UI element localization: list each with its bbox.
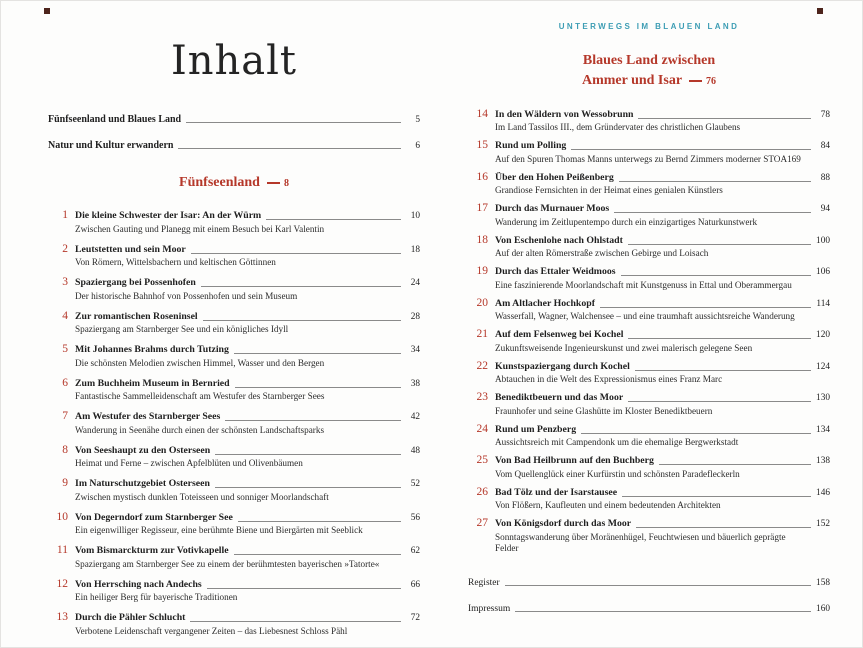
entry-page-number: 120: [816, 330, 830, 341]
leader-line: [190, 621, 401, 622]
toc-entry: [48, 410, 420, 436]
entry-subtitle: Zwischen mystisch dunklen Toteisseen und sonniger Moorlandschaft: [75, 491, 329, 502]
leader-line: [186, 122, 401, 123]
toc-entry-head: [468, 423, 830, 436]
toc-item-label: Fünfseenland und Blaues Land: [48, 114, 182, 125]
entry-title: Über den Hohen Peißenberg: [495, 171, 614, 183]
entry-subtitle: Vom Quellenglück einer Kurfürstin und schönsten Paradefleckerln: [495, 468, 740, 479]
leader-line: [207, 588, 401, 589]
toc-entry-head: [468, 391, 830, 404]
toc-entry: [468, 139, 830, 165]
toc-item-label: Register: [468, 577, 500, 588]
toc-entry: [468, 454, 830, 480]
leader-line: [203, 320, 401, 321]
entry-subtitle: Der historische Bahnhof von Possenhofen und sein Museum: [75, 290, 298, 301]
page-right: [468, 14, 830, 630]
toc-entry: [48, 243, 420, 269]
entry-title: Bad Tölz und der Isarstausee: [495, 486, 618, 498]
toc-entry: [468, 108, 830, 134]
entry-page-number: 130: [816, 393, 830, 404]
leader-line: [619, 181, 811, 182]
entry-title: Die kleine Schwester der Isar: An der Würm: [75, 210, 262, 222]
toc-entry-head: [48, 243, 420, 256]
entry-subtitle: Zwischen Gauting und Planegg mit einem Besuch bei Karl Valentin: [75, 223, 325, 234]
toc-entry-head: [468, 486, 830, 499]
entry-number: 14: [476, 107, 488, 120]
toc-entry: [48, 578, 420, 604]
front-toc-list: [48, 114, 420, 151]
entry-number: 26: [476, 485, 488, 498]
toc-entry-head: [468, 234, 830, 247]
toc-entry: [48, 444, 420, 470]
page-title: Inhalt: [170, 38, 298, 84]
leader-line: [628, 244, 811, 245]
entry-number: 12: [56, 577, 68, 590]
entry-page-number: 42: [410, 412, 420, 423]
leader-line: [659, 464, 811, 465]
entry-title: Kunstspaziergang durch Kochel: [495, 360, 630, 372]
toc-entry: [468, 391, 830, 417]
toc-entry-head: [48, 544, 420, 557]
leader-line: [201, 286, 401, 287]
entry-subtitle: Auf den Spuren Thomas Manns unterwegs zu Bernd Zimmers moderner STOA169: [495, 153, 801, 164]
toc-item-page-number: 5: [415, 115, 420, 125]
entry-page-number: 10: [410, 211, 420, 222]
entry-title: Von Königsdorf durch das Moor: [495, 518, 632, 530]
entry-subtitle: Heimat und Ferne – zwischen Apfelblüten und Olivenbäumen: [75, 458, 303, 469]
entry-subtitle: Ein eigenwilliger Regisseur, eine berühmte Biene und Biergärten mit Seeblick: [75, 525, 363, 536]
leader-line: [600, 307, 811, 308]
entry-title: Benediktbeuern und das Moor: [495, 392, 624, 404]
leader-line: [238, 521, 401, 522]
entry-title: Am Westufer des Starnberger Sees: [75, 411, 221, 423]
entry-title: Rund um Polling: [495, 140, 567, 152]
leader-line: [191, 253, 401, 254]
entry-page-number: 66: [410, 579, 420, 590]
entry-page-number: 88: [820, 172, 830, 183]
leader-line: [635, 370, 811, 371]
entry-page-number: 38: [410, 378, 420, 389]
toc-entry: [468, 234, 830, 260]
entry-number: 25: [476, 454, 488, 467]
back-matter-list: [468, 578, 830, 614]
toc-item-label: Natur und Kultur erwandern: [48, 140, 174, 151]
leader-line: [235, 387, 401, 388]
leader-line: [621, 275, 811, 276]
entry-title: Im Naturschutzgebiet Osterseen: [75, 478, 210, 490]
toc-entry-head: [48, 477, 420, 490]
entry-number: 4: [62, 309, 68, 322]
toc-entry: [468, 202, 830, 228]
entry-page-number: 48: [410, 445, 420, 456]
toc-entry-head: [48, 343, 420, 356]
entry-page-number: 94: [820, 204, 830, 215]
toc-entry-head: [48, 276, 420, 289]
entry-subtitle: Wanderung in Seenähe durch einen der schönsten Landschaftsparks: [75, 424, 325, 435]
toc-entry-head: [48, 511, 420, 524]
leader-line: [638, 118, 811, 119]
toc-entry-head: [48, 410, 420, 423]
entry-number: 21: [476, 328, 488, 341]
entry-subtitle: Wasserfall, Wagner, Walchensee – und eine traumhaft aussichtsreiche Wanderung: [495, 311, 795, 322]
entry-subtitle: Abtauchen in die Welt des Expressionismus eines Franz Marc: [495, 374, 723, 385]
entry-page-number: 84: [820, 141, 830, 152]
toc-entry-head: [468, 265, 830, 278]
entry-number: 7: [62, 410, 68, 423]
toc-entry-head: [468, 454, 830, 467]
section-page-number: 76: [706, 76, 717, 88]
entry-number: 6: [62, 376, 68, 389]
leader-line: [581, 433, 811, 434]
toc-entry: [48, 343, 420, 369]
entry-page-number: 62: [410, 546, 420, 557]
entry-title: Von Eschenlohe nach Ohlstadt: [495, 234, 623, 246]
entry-page-number: 72: [410, 613, 420, 624]
toc-entry: [48, 511, 420, 537]
toc-entry: [48, 477, 420, 503]
entry-subtitle: Eine faszinierende Moorlandschaft mit Kunstgenuss in Ettal und Oberammergau: [495, 279, 792, 290]
entry-number: 11: [56, 544, 68, 557]
entry-subtitle: Spaziergang am Starnberger See zu einem der berühmtesten bayerischen »Tatorte«: [75, 558, 380, 569]
entry-page-number: 52: [410, 479, 420, 490]
toc-entry-head: [468, 328, 830, 341]
entry-page-number: 138: [816, 456, 830, 467]
entry-number: 15: [476, 139, 488, 152]
entry-title: Vom Bismarckturm zur Votivkapelle: [75, 545, 229, 557]
toc-item: [48, 140, 420, 151]
entry-subtitle: Aussichtsreich mit Campendonk um die ehemalige Bergwerkstadt: [495, 437, 739, 448]
entry-number: 24: [476, 422, 488, 435]
entry-subtitle: Zukunftsweisende Ingenieurskunst und zwei malerisch gelegene Seen: [495, 342, 753, 353]
entry-title: Von Seeshaupt zu den Osterseen: [75, 444, 211, 456]
entry-title: Am Altlacher Hochkopf: [495, 297, 595, 309]
toc-entry-head: [48, 209, 420, 222]
entry-title: Durch das Murnauer Moos: [495, 203, 610, 215]
entry-title: Zur romantischen Roseninsel: [75, 310, 198, 322]
entry-subtitle: Fantastische Sammelleidenschaft am Westufer des Starnberger Sees: [75, 391, 325, 402]
toc-entry-head: [468, 202, 830, 215]
entry-subtitle: Grandiose Fernsichten in der Heimat eines genialen Künstlers: [495, 185, 723, 196]
section-title: Fünfseenland: [179, 175, 260, 190]
section-heading-fuenfseenland: [48, 173, 420, 193]
toc-entry-head: [48, 444, 420, 457]
entry-title: Von Bad Heilbrunn auf den Buchberg: [495, 455, 654, 467]
leader-line: [505, 585, 811, 586]
entry-subtitle: Wanderung im Zeitlupentempo durch ein einzigartiges Naturkunstwerk: [495, 216, 758, 227]
entry-subtitle: Von Flößern, Kaufleuten und einem bedeutenden Architekten: [495, 500, 721, 511]
entry-title: Leutstetten und sein Moor: [75, 243, 186, 255]
leader-line: [628, 401, 811, 402]
toc-entry: [48, 544, 420, 570]
toc-entry-head: [468, 108, 830, 121]
entry-page-number: 134: [816, 424, 830, 435]
leader-line: [215, 487, 401, 488]
entry-page-number: 114: [816, 298, 830, 309]
section-title-line2: Ammer und Isar: [581, 73, 683, 89]
leader-line: [178, 148, 401, 149]
entry-title: Von Herrsching nach Andechs: [75, 578, 202, 590]
entry-subtitle: Verbotene Leidenschaft vergangener Zeiten – das Liebesnest Schloss Pähl: [75, 625, 348, 636]
toc-entry: [48, 377, 420, 403]
entry-number: 19: [476, 265, 488, 278]
page-left: [48, 14, 420, 645]
toc-entry-head: [48, 377, 420, 390]
toc-item-page-number: 160: [816, 603, 830, 614]
toc-entry: [468, 265, 830, 291]
entry-subtitle: Sonntagswanderung über Moränenhügel, Feuchtwiesen und bäuerlich geprägte Felder: [495, 531, 786, 553]
entry-number: 20: [476, 296, 488, 309]
section-title-line1: Blaues Land zwischen: [582, 53, 716, 68]
entry-number: 22: [476, 359, 488, 372]
leader-line: [614, 212, 811, 213]
section-page-number: 8: [283, 178, 289, 189]
leader-line: [225, 420, 401, 421]
leader-line: [234, 353, 401, 354]
toc-entry-head: [48, 578, 420, 591]
entry-number: 13: [56, 611, 68, 624]
toc-entry: [468, 486, 830, 512]
entry-subtitle: Ein heiliger Berg für bayerische Traditionen: [75, 592, 238, 603]
toc-entry-head: [468, 360, 830, 373]
leader-line: [215, 454, 401, 455]
entry-title: Rund um Penzberg: [495, 423, 577, 435]
entry-title: Von Degerndorf zum Starnberger See: [75, 511, 233, 523]
leader-line: [234, 554, 401, 555]
toc-entry: [468, 360, 830, 386]
toc-item: [468, 604, 830, 614]
entry-number: 2: [62, 242, 68, 255]
entry-subtitle: Von Römern, Wittelsbachern und keltischen Göttinnen: [75, 257, 276, 268]
toc-entry: [468, 297, 830, 323]
entry-title: Auf dem Felsenweg bei Kochel: [495, 329, 624, 341]
toc-entry: [48, 276, 420, 302]
entry-title: Durch die Pähler Schlucht: [75, 612, 186, 624]
leader-line: [636, 527, 811, 528]
leader-line: [571, 149, 811, 150]
entry-subtitle: Auf der alten Römerstraße zwischen Gebirge und Loisach: [495, 248, 709, 259]
entry-subtitle: Die schönsten Melodien zwischen Himmel, Wasser und den Bergen: [75, 357, 325, 368]
entry-page-number: 78: [820, 109, 830, 120]
toc-entry-head: [48, 310, 420, 323]
entry-number: 18: [476, 233, 488, 246]
toc-item: [48, 114, 420, 125]
entry-number: 8: [62, 443, 68, 456]
leader-line: [266, 219, 401, 220]
entry-number: 9: [62, 477, 68, 490]
entry-number: 23: [476, 391, 488, 404]
toc-entry: [48, 310, 420, 336]
entry-page-number: 18: [410, 244, 420, 255]
toc-entry: [48, 611, 420, 637]
entry-page-number: 24: [410, 278, 420, 289]
toc-entries-right: [468, 108, 830, 554]
entry-number: 1: [62, 209, 68, 222]
entry-number: 27: [476, 517, 488, 530]
entry-page-number: 28: [410, 311, 420, 322]
toc-entry-head: [468, 297, 830, 310]
toc-item: [468, 578, 830, 588]
entry-number: 17: [476, 202, 488, 215]
entry-page-number: 100: [816, 235, 830, 246]
entry-page-number: 56: [410, 512, 420, 523]
section-rule: [689, 80, 702, 82]
entry-subtitle: Im Land Tassilos III., dem Gründervater des christlichen Glaubens: [495, 122, 741, 133]
toc-item-label: Impressum: [468, 603, 511, 614]
entry-page-number: 34: [410, 345, 420, 356]
entry-page-number: 152: [816, 519, 830, 530]
entry-title: In den Wäldern von Wessobrunn: [495, 108, 634, 120]
entry-page-number: 146: [816, 487, 830, 498]
section-rule: [267, 182, 280, 184]
toc-entry-head: [48, 611, 420, 624]
entry-number: 10: [56, 510, 68, 523]
entry-page-number: 124: [816, 361, 830, 372]
toc-item-page-number: 158: [816, 577, 830, 588]
leader-line: [622, 496, 811, 497]
toc-entry: [468, 517, 830, 554]
toc-entry-head: [468, 517, 830, 530]
toc-item-page-number: 6: [415, 141, 420, 151]
toc-entry: [48, 209, 420, 235]
running-head: UNTERWEGS IM BLAUEN LAND: [558, 22, 740, 31]
toc-entry: [468, 328, 830, 354]
leader-line: [628, 338, 811, 339]
entry-title: Spaziergang bei Possenhofen: [75, 277, 196, 289]
entry-subtitle: Spaziergang am Starnberger See und ein königliches Idyll: [75, 324, 289, 335]
entry-number: 3: [62, 276, 68, 289]
entry-title: Zum Buchheim Museum in Bernried: [75, 377, 230, 389]
entry-subtitle: Fraunhofer und seine Glashütte im Kloster Benediktbeuern: [495, 405, 713, 416]
leader-line: [515, 611, 811, 612]
section-heading-blaues-land: [468, 51, 830, 92]
entry-page-number: 106: [816, 267, 830, 278]
entry-number: 5: [62, 343, 68, 356]
entry-title: Durch das Ettaler Weidmoos: [495, 266, 616, 278]
toc-entry: [468, 171, 830, 197]
toc-entries-left: [48, 209, 420, 637]
toc-entry-head: [468, 139, 830, 152]
toc-entry-head: [468, 171, 830, 184]
entry-number: 16: [476, 170, 488, 183]
toc-entry: [468, 423, 830, 449]
entry-title: Mit Johannes Brahms durch Tutzing: [75, 344, 229, 356]
